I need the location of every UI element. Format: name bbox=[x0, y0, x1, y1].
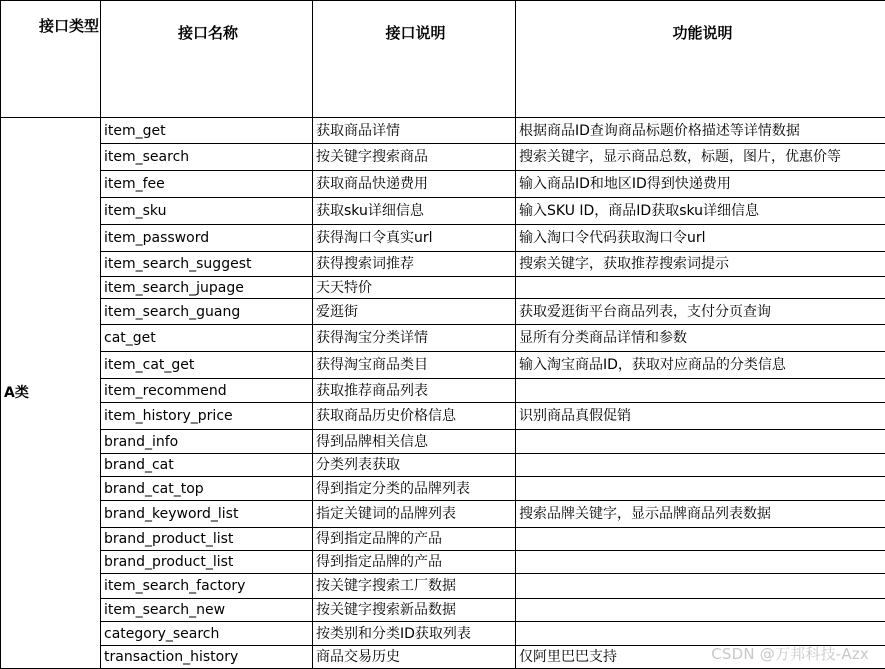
table-row bbox=[1, 325, 885, 352]
table-row bbox=[1, 430, 885, 454]
table-row bbox=[1, 299, 885, 325]
api-desc-cell: 指定关键词的品牌列表 bbox=[313, 501, 516, 528]
api-func-cell: 仅阿里巴巴支持 bbox=[516, 646, 885, 669]
table-row bbox=[1, 501, 885, 528]
api-desc-cell: 天天特价 bbox=[313, 277, 516, 299]
api-name-cell: brand_info bbox=[101, 430, 313, 454]
api-name-cell: item_cat_get bbox=[101, 352, 313, 379]
api-func-cell: 搜索关键字，显示商品总数，标题，图片，优惠价等 bbox=[516, 144, 885, 171]
header-func: 功能说明 bbox=[516, 1, 885, 118]
api-desc-cell: 得到品牌相关信息 bbox=[313, 430, 516, 454]
api-name-cell: item_history_price bbox=[101, 403, 313, 430]
table-row bbox=[1, 252, 885, 277]
api-func-cell: 搜索品牌关键字，显示品牌商品列表数据 bbox=[516, 501, 885, 528]
api-desc-cell: 按关键字搜索工厂数据 bbox=[313, 574, 516, 599]
api-desc-cell: 获取商品快递费用 bbox=[313, 171, 516, 198]
api-name-cell: item_password bbox=[101, 225, 313, 252]
api-desc-cell: 商品交易历史 bbox=[313, 646, 516, 669]
api-func-cell bbox=[516, 454, 885, 477]
api-desc-cell: 获取商品历史价格信息 bbox=[313, 403, 516, 430]
header-type: 接口类型 bbox=[1, 1, 101, 118]
api-desc-cell: 按关键字搜索新品数据 bbox=[313, 599, 516, 622]
api-func-cell bbox=[516, 622, 885, 646]
api-func-cell: 根据商品ID查询商品标题价格描述等详情数据 bbox=[516, 118, 885, 144]
api-name-cell: item_search bbox=[101, 144, 313, 171]
api-func-cell: 输入商品ID和地区ID得到快递费用 bbox=[516, 171, 885, 198]
api-func-cell: 输入淘口令代码获取淘口令url bbox=[516, 225, 885, 252]
api-func-cell bbox=[516, 430, 885, 454]
table-row bbox=[1, 352, 885, 379]
table-row bbox=[1, 622, 885, 646]
api-name-cell: item_recommend bbox=[101, 379, 313, 403]
api-func-cell: 搜索关键字，获取推荐搜索词提示 bbox=[516, 252, 885, 277]
api-desc-cell: 按类别和分类ID获取列表 bbox=[313, 622, 516, 646]
api-name-cell: item_search_suggest bbox=[101, 252, 313, 277]
api-name-cell: brand_cat bbox=[101, 454, 313, 477]
table-row bbox=[1, 118, 885, 144]
api-desc-cell: 得到指定分类的品牌列表 bbox=[313, 477, 516, 501]
api-name-cell: brand_keyword_list bbox=[101, 501, 313, 528]
api-func-cell: 显所有分类商品详情和参数 bbox=[516, 325, 885, 352]
api-desc-cell: 获取商品详情 bbox=[313, 118, 516, 144]
api-desc-cell: 分类列表获取 bbox=[313, 454, 516, 477]
api-func-cell bbox=[516, 599, 885, 622]
api-desc-cell: 得到指定品牌的产品 bbox=[313, 551, 516, 574]
table-row bbox=[1, 171, 885, 198]
table-row bbox=[1, 403, 885, 430]
api-func-cell: 获取爱逛街平台商品列表，支付分页查询 bbox=[516, 299, 885, 325]
api-func-cell: 输入SKU ID，商品ID获取sku详细信息 bbox=[516, 198, 885, 225]
api-desc-cell: 按关键字搜索商品 bbox=[313, 144, 516, 171]
api-name-cell: brand_product_list bbox=[101, 551, 313, 574]
table-row bbox=[1, 225, 885, 252]
api-name-cell: item_search_guang bbox=[101, 299, 313, 325]
category-cell: A类 bbox=[1, 118, 101, 669]
api-desc-cell: 获得搜索词推荐 bbox=[313, 252, 516, 277]
api-func-cell bbox=[516, 477, 885, 501]
api-name-cell: item_get bbox=[101, 118, 313, 144]
api-func-cell bbox=[516, 574, 885, 599]
api-desc-cell: 爱逛街 bbox=[313, 299, 516, 325]
api-desc-cell: 获取sku详细信息 bbox=[313, 198, 516, 225]
api-func-cell bbox=[516, 528, 885, 551]
table-row bbox=[1, 144, 885, 171]
watermark: CSDN @万邦科技-Azx bbox=[711, 643, 869, 664]
api-func-cell: 识别商品真假促销 bbox=[516, 403, 885, 430]
api-desc-cell: 获取推荐商品列表 bbox=[313, 379, 516, 403]
api-desc-cell: 得到指定品牌的产品 bbox=[313, 528, 516, 551]
table-row bbox=[1, 574, 885, 599]
api-name-cell: item_search_factory bbox=[101, 574, 313, 599]
api-name-cell: brand_product_list bbox=[101, 528, 313, 551]
api-name-cell: item_search_new bbox=[101, 599, 313, 622]
api-name-cell: item_search_jupage bbox=[101, 277, 313, 299]
api-func-cell bbox=[516, 379, 885, 403]
api-func-cell bbox=[516, 277, 885, 299]
api-name-cell: brand_cat_top bbox=[101, 477, 313, 501]
api-name-cell: transaction_history bbox=[101, 646, 313, 669]
header-desc: 接口说明 bbox=[313, 1, 516, 118]
header-row bbox=[1, 1, 885, 118]
header-name: 接口名称 bbox=[101, 1, 313, 118]
api-name-cell: category_search bbox=[101, 622, 313, 646]
api-name-cell: cat_get bbox=[101, 325, 313, 352]
table-row bbox=[1, 277, 885, 299]
table-row bbox=[1, 454, 885, 477]
table-row bbox=[1, 551, 885, 574]
api-name-cell: item_sku bbox=[101, 198, 313, 225]
api-desc-cell: 获得淘宝分类详情 bbox=[313, 325, 516, 352]
table-row bbox=[1, 379, 885, 403]
table-row bbox=[1, 477, 885, 501]
api-name-cell: item_fee bbox=[101, 171, 313, 198]
table-row bbox=[1, 528, 885, 551]
table-row bbox=[1, 599, 885, 622]
api-func-cell: 输入淘宝商品ID，获取对应商品的分类信息 bbox=[516, 352, 885, 379]
api-func-cell bbox=[516, 551, 885, 574]
api-desc-cell: 获得淘宝商品类目 bbox=[313, 352, 516, 379]
table-row bbox=[1, 198, 885, 225]
api-desc-cell: 获得淘口令真实url bbox=[313, 225, 516, 252]
